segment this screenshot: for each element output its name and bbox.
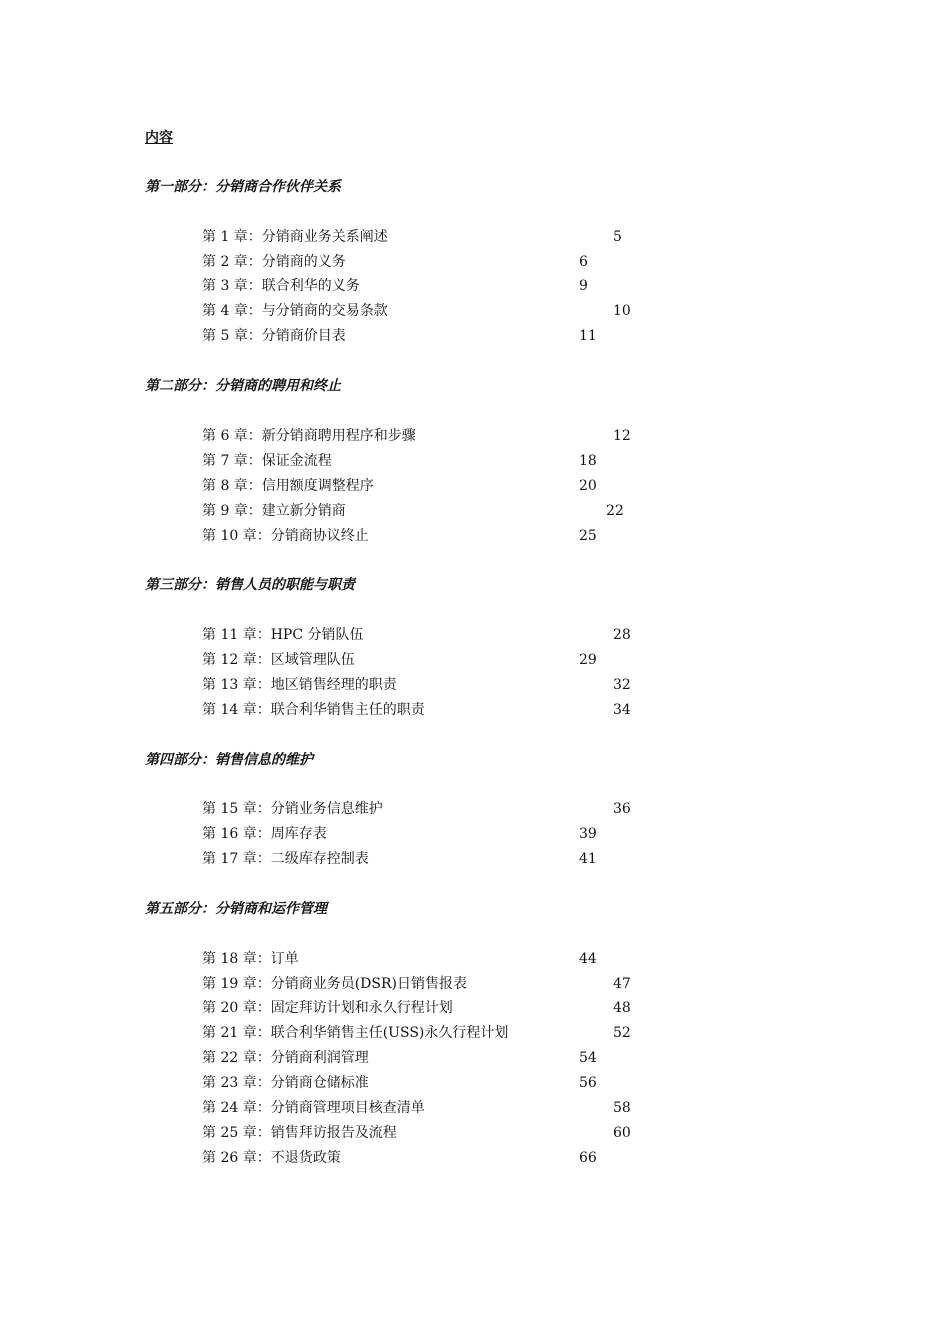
chapter-title-20: 第 20 章：固定拜访计划和永久行程计划 — [202, 1000, 453, 1016]
part-heading-5: 第五部分：分销商和运作管理 — [145, 901, 327, 917]
chapter-title-24: 第 24 章：分销商管理项目核查清单 — [202, 1100, 425, 1116]
chapter-page-number-22: 54 — [579, 1050, 597, 1066]
chapter-title-5: 第 5 章：分销商价目表 — [202, 328, 346, 344]
chapter-page-number-7: 18 — [579, 453, 597, 469]
chapter-title-19: 第 19 章：分销商业务员(DSR)日销售报表 — [202, 976, 467, 992]
chapter-page-number-14: 34 — [613, 702, 631, 718]
chapter-title-2: 第 2 章：分销商的义务 — [202, 254, 346, 270]
chapter-page-number-13: 32 — [613, 677, 631, 693]
chapter-page-number-10: 25 — [579, 528, 597, 544]
chapter-page-number-21: 52 — [613, 1025, 631, 1041]
chapter-title-8: 第 8 章：信用额度调整程序 — [202, 478, 374, 494]
chapter-page-number-11: 28 — [613, 627, 631, 643]
chapter-page-number-2: 6 — [579, 254, 588, 270]
chapter-title-12: 第 12 章：区域管理队伍 — [202, 652, 355, 668]
chapter-title-17: 第 17 章：二级库存控制表 — [202, 851, 369, 867]
chapter-page-number-26: 66 — [579, 1150, 597, 1166]
chapter-page-number-4: 10 — [613, 303, 631, 319]
chapter-page-number-23: 56 — [579, 1075, 597, 1091]
chapter-title-7: 第 7 章：保证金流程 — [202, 453, 332, 469]
chapter-page-number-16: 39 — [579, 826, 597, 842]
chapter-page-number-24: 58 — [613, 1100, 631, 1116]
chapter-title-16: 第 16 章：周库存表 — [202, 826, 327, 842]
chapter-page-number-19: 47 — [613, 976, 631, 992]
part-heading-4: 第四部分：销售信息的维护 — [145, 752, 313, 768]
chapter-page-number-20: 48 — [613, 1000, 631, 1016]
chapter-page-number-17: 41 — [579, 851, 597, 867]
toc-title: 内容 — [145, 130, 173, 146]
chapter-page-number-8: 20 — [579, 478, 597, 494]
chapter-page-number-25: 60 — [613, 1125, 631, 1141]
chapter-title-22: 第 22 章：分销商利润管理 — [202, 1050, 369, 1066]
chapter-title-21: 第 21 章：联合利华销售主任(USS)永久行程计划 — [202, 1025, 509, 1041]
chapter-title-11: 第 11 章：HPC 分销队伍 — [202, 627, 364, 643]
chapter-title-15: 第 15 章：分销业务信息维护 — [202, 801, 383, 817]
chapter-title-26: 第 26 章：不退货政策 — [202, 1150, 341, 1166]
chapter-page-number-3: 9 — [579, 278, 588, 294]
chapter-page-number-6: 12 — [613, 428, 631, 444]
chapter-title-14: 第 14 章：联合利华销售主任的职责 — [202, 702, 425, 718]
part-heading-2: 第二部分：分销商的聘用和终止 — [145, 378, 341, 394]
chapter-page-number-15: 36 — [613, 801, 631, 817]
chapter-title-25: 第 25 章：销售拜访报告及流程 — [202, 1125, 397, 1141]
chapter-page-number-18: 44 — [579, 951, 597, 967]
part-heading-1: 第一部分：分销商合作伙伴关系 — [145, 179, 341, 195]
chapter-title-4: 第 4 章：与分销商的交易条款 — [202, 303, 388, 319]
chapter-title-3: 第 3 章：联合利华的义务 — [202, 278, 360, 294]
chapter-title-6: 第 6 章：新分销商聘用程序和步骤 — [202, 428, 416, 444]
chapter-title-13: 第 13 章：地区销售经理的职责 — [202, 677, 397, 693]
chapter-page-number-12: 29 — [579, 652, 597, 668]
chapter-title-23: 第 23 章：分销商仓储标准 — [202, 1075, 369, 1091]
chapter-title-9: 第 9 章：建立新分销商 — [202, 503, 346, 519]
chapter-page-number-9: 22 — [606, 503, 624, 519]
part-heading-3: 第三部分：销售人员的职能与职责 — [145, 577, 355, 593]
chapter-title-1: 第 1 章：分销商业务关系阐述 — [202, 229, 388, 245]
chapter-title-10: 第 10 章：分销商协议终止 — [202, 528, 369, 544]
chapter-page-number-5: 11 — [579, 328, 597, 344]
chapter-title-18: 第 18 章：订单 — [202, 951, 299, 967]
chapter-page-number-1: 5 — [613, 229, 622, 245]
